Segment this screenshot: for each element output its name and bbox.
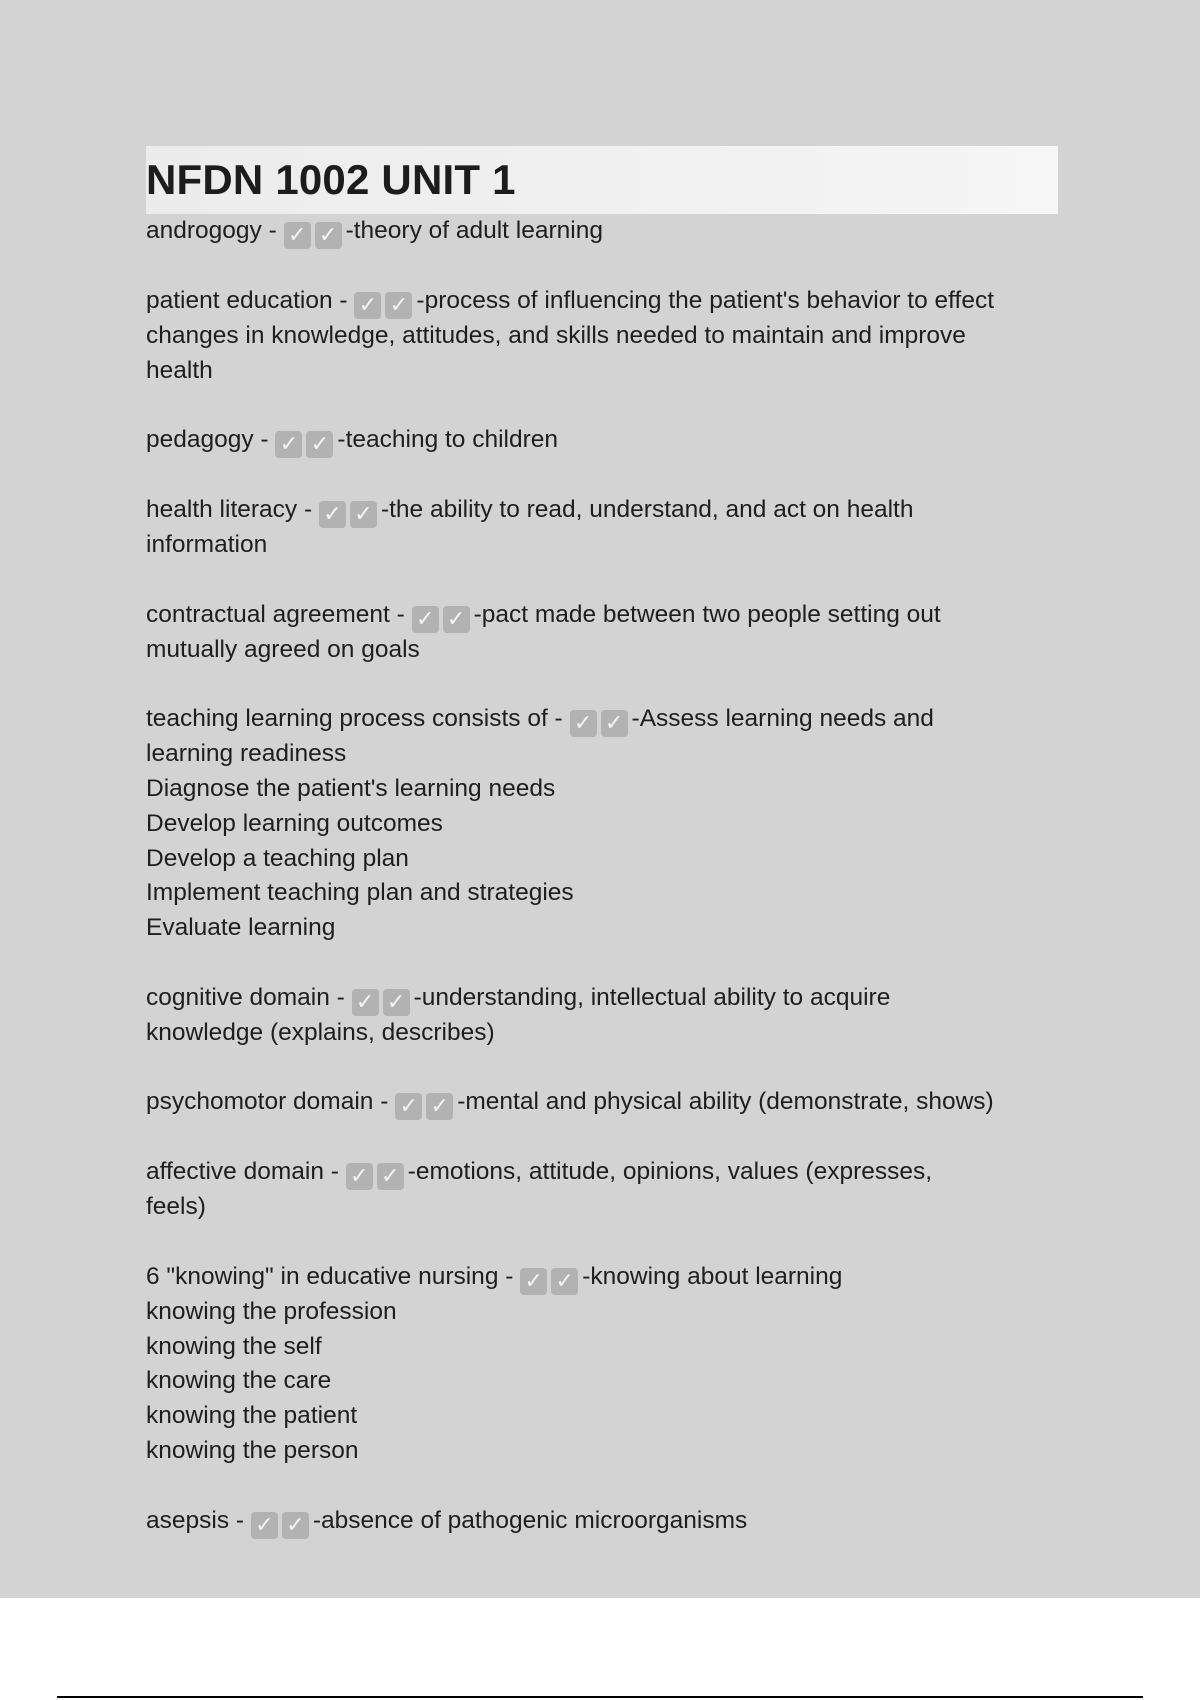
flashcard-entry: [146, 284, 1060, 389]
check-icon: ✓: [570, 710, 597, 737]
definition-line: Develop learning outcomes: [146, 809, 443, 837]
definition-line: knowing the patient: [146, 1402, 358, 1430]
check-icons: [354, 284, 416, 319]
term-text: patient education -: [146, 286, 355, 314]
flashcard-entry: [146, 1260, 1060, 1469]
check-icon: ✓: [346, 1163, 373, 1190]
entry-first-line: [146, 1085, 1060, 1120]
flashcard-entry: [146, 493, 1060, 563]
check-icons: [570, 702, 632, 737]
check-icons: [275, 423, 337, 458]
check-icon: ✓: [319, 501, 346, 528]
term-text: teaching learning process consists of -: [146, 705, 570, 733]
check-icon: ✓: [395, 1093, 422, 1120]
check-icon: ✓: [377, 1163, 404, 1190]
check-icon: ✓: [275, 431, 302, 458]
definition-text: -pact made between two people setting out: [473, 600, 941, 628]
entry-first-line: [146, 598, 1060, 633]
check-icon: ✓: [315, 222, 342, 249]
entry-first-line: [146, 284, 1060, 319]
check-icon: ✓: [520, 1268, 547, 1295]
check-icon: ✓: [354, 292, 381, 319]
term-text: pedagogy -: [146, 426, 276, 454]
flashcard-entry: [146, 214, 1060, 249]
definition-text: -teaching to children: [337, 426, 559, 454]
check-icon: ✓: [443, 606, 470, 633]
definition-line: learning readiness: [146, 740, 347, 768]
check-icons: [352, 981, 414, 1016]
check-icon: ✓: [426, 1093, 453, 1120]
entry-first-line: [146, 981, 1060, 1016]
term-text: health literacy -: [146, 495, 319, 523]
definition-line: Implement teaching plan and strategies: [146, 879, 574, 907]
entry-first-line: [146, 702, 1060, 737]
definition-text: -absence of pathogenic microorganisms: [312, 1506, 748, 1534]
document-content: [146, 146, 1060, 1539]
check-icons: [284, 214, 346, 249]
term-text: affective domain -: [146, 1158, 346, 1186]
definition-text: -Assess learning needs and: [631, 705, 934, 733]
check-icon: ✓: [282, 1512, 309, 1539]
term-text: cognitive domain -: [146, 983, 352, 1011]
check-icon: ✓: [352, 989, 379, 1016]
entry-first-line: [146, 493, 1060, 528]
definition-text: -knowing about learning: [582, 1262, 843, 1290]
flashcard-entry: [146, 1504, 1060, 1539]
term-text: androgogy -: [146, 217, 284, 244]
term-text: psychomotor domain -: [146, 1088, 396, 1116]
term-text: 6 "knowing" in educative nursing -: [146, 1262, 521, 1290]
flashcard-entry: [146, 598, 1060, 668]
document-title: NFDN 1002 UNIT 1: [146, 156, 516, 203]
definition-line: information: [146, 530, 268, 558]
flashcard-entry: [146, 702, 1060, 946]
check-icon: ✓: [251, 1512, 278, 1539]
footer-divider: [57, 1696, 1143, 1698]
entry-first-line: [146, 1155, 1060, 1190]
definition-text: -understanding, intellectual ability to acquire: [413, 983, 891, 1011]
definition-line: health: [146, 356, 213, 384]
entry-first-line: [146, 423, 1060, 458]
definition-line: knowledge (explains, describes): [146, 1018, 495, 1046]
definition-text: -mental and physical ability (demonstrate, shows): [457, 1088, 994, 1116]
check-icons: [319, 493, 381, 528]
definition-text: -process of influencing the patient's behavior to effect: [416, 286, 995, 314]
flashcard-list: [146, 214, 1060, 1539]
definition-line: knowing the self: [146, 1332, 322, 1360]
definition-line: knowing the person: [146, 1436, 359, 1464]
check-icon: ✓: [306, 431, 333, 458]
definition-line: Diagnose the patient's learning needs: [146, 774, 556, 802]
title-bar: [146, 146, 1058, 214]
definition-text: -the ability to read, understand, and act on health: [380, 495, 914, 523]
flashcard-entry: [146, 1155, 1060, 1225]
entry-first-line: [146, 1504, 1060, 1539]
flashcard-entry: [146, 981, 1060, 1051]
term-text: contractual agreement -: [146, 600, 412, 628]
check-icons: [412, 598, 474, 633]
check-icons: [395, 1085, 457, 1120]
flashcard-entry: [146, 423, 1060, 458]
check-icon: ✓: [350, 501, 377, 528]
definition-line: Evaluate learning: [146, 914, 336, 942]
entry-first-line: [146, 1260, 1060, 1295]
check-icons: [346, 1155, 408, 1190]
definition-line: knowing the care: [146, 1367, 332, 1395]
definition-line: knowing the profession: [146, 1297, 397, 1325]
flashcard-entry: [146, 1085, 1060, 1120]
definition-text: -theory of adult learning: [345, 217, 603, 244]
check-icons: [251, 1504, 313, 1539]
definition-line: changes in knowledge, attitudes, and skills needed to maintain and improve: [146, 321, 966, 349]
check-icon: ✓: [284, 222, 311, 249]
definition-line: mutually agreed on goals: [146, 635, 420, 663]
check-icons: [520, 1260, 582, 1295]
check-icon: ✓: [551, 1268, 578, 1295]
definition-text: -emotions, attitude, opinions, values (expresses,: [407, 1158, 933, 1186]
check-icon: ✓: [601, 710, 628, 737]
definition-line: Develop a teaching plan: [146, 844, 409, 872]
definition-line: feels): [146, 1193, 206, 1221]
term-text: asepsis -: [146, 1506, 251, 1534]
check-icon: ✓: [383, 989, 410, 1016]
check-icon: ✓: [412, 606, 439, 633]
entry-first-line: [146, 214, 1060, 249]
check-icon: ✓: [385, 292, 412, 319]
